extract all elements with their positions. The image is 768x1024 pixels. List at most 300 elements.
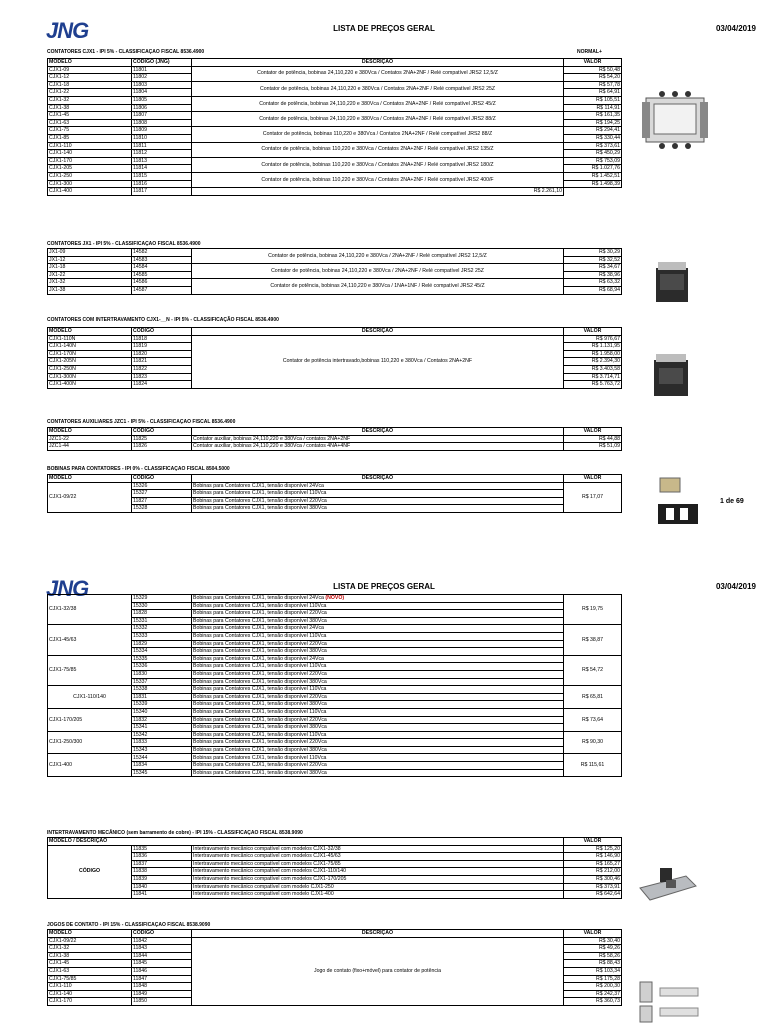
code-cell: 11844: [132, 952, 192, 960]
code-cell: 11850: [132, 998, 192, 1006]
section-title-jogos: JOGOS DE CONTATO - IPI 15% - CLASSIFICAÇAO FISCAL 8538.9090: [47, 922, 211, 928]
price-cell: R$ 300,46: [564, 875, 622, 883]
table-row: [48, 853, 622, 861]
table-row: [48, 127, 622, 135]
model-cell: CJX1-63: [48, 119, 132, 127]
code-cell: 15327: [132, 490, 192, 498]
description-cell: Jogo de contato (fixo+móvel) para contator de potência: [192, 937, 564, 1005]
model-cell: CJX1-140: [48, 990, 132, 998]
model-cell: JZC1-44: [48, 443, 132, 451]
code-cell: 14586: [132, 279, 192, 287]
col-header: DESCRIÇÃO: [192, 930, 564, 938]
model-cell: JX1-38: [48, 286, 132, 294]
model-cell: CJX1-09/22: [48, 482, 132, 512]
model-cell: JX1-18: [48, 264, 132, 272]
table-row: [48, 655, 622, 663]
price-cell: R$ 200,30: [564, 983, 622, 991]
model-cell: CJX1-400: [48, 188, 132, 196]
col-header: CÓDIGO: [132, 930, 192, 938]
description-cell: Bobinas para Contatores CJX1, tensão disponível 24Vca: [192, 482, 564, 490]
table-row: [48, 279, 622, 287]
col-header: MODELO: [48, 328, 132, 336]
table-row: [48, 891, 622, 899]
code-cell: 11820: [132, 350, 192, 358]
code-cell: 11830: [132, 670, 192, 678]
description-cell: [192, 663, 564, 671]
code-cell: 11848: [132, 983, 192, 991]
code-cell: 11822: [132, 365, 192, 373]
code-cell: 15328: [132, 505, 192, 513]
code-cell: 11849: [132, 990, 192, 998]
section-title-auxiliares: CONTATORES AUXILIARES JZC1 - IPI 5% - CLASSIFICAÇAO FISCAL 8536.4900: [47, 419, 236, 425]
description-cell: [192, 602, 564, 610]
contator-intertravado-image: [650, 352, 692, 398]
price-cell: R$ 65,81: [564, 686, 622, 709]
price-cell: R$ 5.763,72: [564, 381, 622, 389]
model-cell: CJX1-22: [48, 89, 132, 97]
price-cell: R$ 90,30: [564, 731, 622, 754]
code-cell: 11835: [132, 845, 192, 853]
code-cell: 15340: [132, 708, 192, 716]
model-cell: CJX1-300N: [48, 373, 132, 381]
description-text: Bobinas para Contatores CJX1, tensão disponível 220Vca: [193, 610, 327, 617]
model-cell: CJX1-45/63: [48, 625, 132, 655]
code-cell: 11812: [132, 150, 192, 158]
description-text: Bobinas para Contatores CJX1, tensão disponível 380Vca: [193, 746, 327, 753]
description-cell: Bobinas para Contatores CJX1, tensão disponível 380Vca: [192, 505, 564, 513]
description-cell: Intertravamento mecânico compatível com modelos CJX1-75/85: [192, 860, 564, 868]
description-cell: Contator de potência, bobinas 24,110,220 e 380Vca / Contatos 2NA+2NF / Relé compatível JRS2 88/Z: [192, 112, 564, 127]
code-cell: 11804: [132, 89, 192, 97]
price-cell: R$ 360,73: [564, 998, 622, 1006]
model-cell: CJX1-110N: [48, 335, 132, 343]
col-header: VALOR: [564, 838, 622, 846]
code-cell: 11829: [132, 640, 192, 648]
table-row: [48, 731, 622, 739]
code-cell: 11828: [132, 610, 192, 618]
section-title-intertravamento: CONTATORES COM INTERTRAVAMENTO CJX1-__N - IPI 5% - CLASSIFICAÇÃO FISCAL 8536.4900: [47, 317, 279, 323]
description-cell: [192, 595, 564, 603]
description-text: Bobinas para Contatores CJX1, tensão disponível 380Vca: [193, 648, 327, 655]
col-header: MODELO / DESCRIÇÃO: [48, 838, 564, 846]
code-cell: 11826: [132, 443, 192, 451]
model-cell: CJX1-170: [48, 998, 132, 1006]
description-text: Bobinas para Contatores CJX1, tensão disponível 24Vca: [193, 655, 324, 662]
intertravamento-mecanico-image: [636, 858, 698, 908]
description-text: Bobinas para Contatores CJX1, tensão disponível 380Vca: [193, 769, 327, 776]
table-row: [48, 482, 622, 490]
page-date: 03/04/2019: [715, 24, 756, 33]
code-cell: 11810: [132, 134, 192, 142]
model-cell: CJX1-32: [48, 945, 132, 953]
price-cell: R$ 54,20: [564, 74, 622, 82]
price-cell: R$ 373,91: [564, 883, 622, 891]
col-header: MODELO: [48, 475, 132, 483]
code-cell: 11819: [132, 343, 192, 351]
description-text: Bobinas para Contatores CJX1, tensão disponível 110Vca: [193, 633, 327, 640]
model-cell: CJX1-09: [48, 66, 132, 74]
price-cell: R$ 64,91: [564, 89, 622, 97]
description-cell: Contator de potência, bobinas 110,220 e 380Vca / Contatos 2NA+2NF / Relé compatível JRS2 135/Z: [192, 142, 564, 157]
model-cell: CJX1-250: [48, 172, 132, 180]
table-row: [48, 81, 622, 89]
price-cell: R$ 50,48: [564, 66, 622, 74]
code-cell: 14584: [132, 264, 192, 272]
price-cell: R$ 73,64: [564, 708, 622, 731]
table-row: [48, 157, 622, 165]
description-cell: Contator auxiliar, bobinas 24,110,220 e 380Vca / contatos 4NA+4NF: [192, 443, 564, 451]
table-row: [48, 860, 622, 868]
page-number: 1 de 69: [720, 498, 744, 505]
bobina-image: [652, 474, 702, 528]
col-header: DESCRIÇÃO: [192, 475, 564, 483]
description-cell: [192, 724, 564, 732]
page-title: LISTA DE PREÇOS GERAL: [333, 24, 435, 33]
table-row: [48, 678, 622, 686]
price-cell: R$ 19,75: [564, 595, 622, 625]
table-row: [48, 724, 622, 732]
model-cell: CJX1-140N: [48, 343, 132, 351]
description-cell: Intertravamento mecânico compatível com modelos CJX1-45/63: [192, 853, 564, 861]
description-text: Bobinas para Contatores CJX1, tensão disponível 380Vca: [193, 724, 327, 731]
description-cell: [192, 701, 564, 709]
price-cell: R$ 115,61: [564, 754, 622, 777]
description-cell: Contator de potência intertravado,bobinas 110,220 e 380Vca / Contatos 2NA+2NF: [192, 335, 564, 388]
description-cell: Intertravamento mecânico compatível com modelo CJX1-400: [192, 891, 564, 899]
code-cell: 11814: [132, 165, 192, 173]
description-text: Bobinas para Contatores CJX1, tensão disponível 110Vca: [193, 754, 327, 761]
table-row: [48, 172, 622, 180]
table-jogos: [47, 929, 622, 1006]
codigo-label: CÓDIGO: [48, 845, 132, 898]
section-title-intertravamento-mecanico: INTERTRAVAMENTO MECÂNICO (sem barramento de cobre) - IPI 15% - CLASSIFICAÇAO FISCAL 8538.9090: [47, 830, 303, 836]
model-cell: CJX1-205N: [48, 358, 132, 366]
page-2: [0, 558, 768, 1024]
col-header: MODELO: [48, 930, 132, 938]
table-row: [48, 497, 622, 505]
price-cell: R$ 194,25: [564, 119, 622, 127]
table-row: [48, 663, 622, 671]
description-cell: [192, 610, 564, 618]
code-cell: 14582: [132, 249, 192, 257]
col-header: MODELO: [48, 59, 132, 67]
code-cell: 11837: [132, 860, 192, 868]
code-cell: 11803: [132, 81, 192, 89]
code-cell: 15333: [132, 632, 192, 640]
description-cell: Contator de potência, bobinas 110,220 e 380Vca / Contatos 2NA+2NF / Relé compatível JRS2 180/Z: [192, 157, 564, 172]
price-cell: R$ 105,51: [564, 96, 622, 104]
col-header: MODELO: [48, 428, 132, 436]
code-cell: 11838: [132, 868, 192, 876]
code-cell: 11811: [132, 142, 192, 150]
page-header: [0, 0, 768, 43]
code-cell: 11821: [132, 358, 192, 366]
code-cell: 11841: [132, 891, 192, 899]
code-cell: 14585: [132, 271, 192, 279]
price-cell: R$ 1.027,76: [564, 165, 622, 173]
code-cell: 11845: [132, 960, 192, 968]
price-cell: R$ 642,64: [564, 891, 622, 899]
model-cell: CJX1-75/85: [48, 975, 132, 983]
table-jx1: [47, 248, 622, 295]
code-cell: 11836: [132, 853, 192, 861]
table-row: [48, 249, 622, 257]
logo: JNG: [46, 18, 89, 43]
description-text: Bobinas para Contatores CJX1, tensão disponível 24Vca: [193, 625, 324, 632]
table-row: [48, 142, 622, 150]
table-row: [48, 716, 622, 724]
col-header: VALOR: [564, 59, 622, 67]
code-cell: 11827: [132, 497, 192, 505]
col-header: VALOR: [564, 475, 622, 483]
price-cell: R$ 294,41: [564, 127, 622, 135]
price-cell: R$ 57,78: [564, 81, 622, 89]
code-cell: 15331: [132, 617, 192, 625]
table-row: [48, 264, 622, 272]
description-text: Bobinas para Contatores CJX1, tensão disponível 220Vca: [193, 762, 327, 769]
code-cell: 15342: [132, 731, 192, 739]
page-date: 03/04/2019: [715, 582, 756, 591]
model-cell: CJX1-18: [48, 81, 132, 89]
code-cell: 11825: [132, 435, 192, 443]
price-cell: R$ 17,07: [564, 482, 622, 512]
code-cell: 11840: [132, 883, 192, 891]
table-intertravamento-mecanico: [47, 837, 622, 899]
price-cell: R$ 34,67: [564, 264, 622, 272]
model-cell: JX1-12: [48, 256, 132, 264]
table-row: [48, 937, 622, 945]
description-cell: Contator de potência, bobinas 24,110,220 e 380Vca / 2NA+2NF / Relé compatível JRS2 12,5/Z: [192, 249, 564, 264]
table-row: [48, 640, 622, 648]
code-cell: 11833: [132, 739, 192, 747]
model-cell: JX1-32: [48, 279, 132, 287]
price-cell: R$ 242,37: [564, 990, 622, 998]
price-cell: R$ 30,29: [564, 249, 622, 257]
table-row: [48, 505, 622, 513]
description-cell: [192, 670, 564, 678]
code-cell: 11801: [132, 66, 192, 74]
description-cell: Intertravamento mecânico compatível com modelos CJX1-110/140: [192, 868, 564, 876]
code-cell: 11832: [132, 716, 192, 724]
price-cell: R$ 330,44: [564, 134, 622, 142]
table-row: [48, 746, 622, 754]
price-cell: R$ 146,90: [564, 853, 622, 861]
table-row: [48, 188, 622, 196]
description-cell: [192, 617, 564, 625]
table-row: [48, 490, 622, 498]
col-header: DESCRIÇÃO: [192, 328, 564, 336]
col-header: VALOR: [564, 428, 622, 436]
price-cell: R$ 38,96: [564, 271, 622, 279]
price-cell: R$ 30,40: [564, 937, 622, 945]
description-cell: Contator de potência, bobinas 110,220 e 380Vca / Contatos 2NA+2NF / Relé compatível JRS2 400/F: [192, 172, 564, 187]
model-cell: CJX1-32: [48, 96, 132, 104]
description-cell: [192, 678, 564, 686]
model-cell: JX1-22: [48, 271, 132, 279]
price-cell: R$ 54,72: [564, 655, 622, 685]
section-title-bobinas: BOBINAS PARA CONTATORES - IPI 0% - CLASSIFICAÇAO FISCAL 8504.5000: [47, 466, 230, 472]
price-cell: R$ 753,09: [564, 157, 622, 165]
table-row: [48, 610, 622, 618]
contator-jx1-image: [652, 260, 692, 304]
jogo-de-contato-image: [636, 978, 706, 1024]
price-cell: R$ 114,91: [564, 104, 622, 112]
model-cell: CJX1-63: [48, 967, 132, 975]
model-cell: CJX1-300: [48, 180, 132, 188]
description-cell: [192, 769, 564, 777]
description-text: Bobinas para Contatores CJX1, tensão disponível 380Vca: [193, 617, 327, 624]
code-cell: 15335: [132, 655, 192, 663]
code-cell: 11818: [132, 335, 192, 343]
description-cell: [192, 739, 564, 747]
price-cell: R$ 976,67: [564, 335, 622, 343]
code-cell: 15341: [132, 724, 192, 732]
description-cell: Contator de potência, bobinas 24,110,220 e 380Vca / Contatos 2NA+2NF / Relé compatível JRS2 25Z: [192, 81, 564, 96]
col-header: CODIGO (JNG): [132, 59, 192, 67]
code-cell: 11847: [132, 975, 192, 983]
code-cell: 11817: [132, 188, 192, 196]
model-cell: CJX1-400: [48, 754, 132, 777]
code-cell: 11839: [132, 875, 192, 883]
model-cell: CJX1-170/205: [48, 708, 132, 731]
price-cell: R$ 161,35: [564, 112, 622, 120]
description-cell: [192, 746, 564, 754]
price-cell: R$ 58,26: [564, 952, 622, 960]
price-cell: R$ 165,27: [564, 860, 622, 868]
code-cell: 11802: [132, 74, 192, 82]
description-cell: [192, 632, 564, 640]
code-cell: 11823: [132, 373, 192, 381]
price-cell: R$ 68,94: [564, 286, 622, 294]
price-cell: R$ 2.261,10: [192, 188, 564, 196]
model-cell: CJX1-12: [48, 74, 132, 82]
price-cell: R$ 38,87: [564, 625, 622, 655]
price-cell: R$ 1.452,51: [564, 172, 622, 180]
section-tag: NORMAL+: [577, 49, 602, 55]
table-row: [48, 739, 622, 747]
price-cell: R$ 32,52: [564, 256, 622, 264]
code-cell: 15334: [132, 648, 192, 656]
description-cell: [192, 731, 564, 739]
code-cell: 11842: [132, 937, 192, 945]
price-cell: R$ 1.498,39: [564, 180, 622, 188]
table-row: [48, 686, 622, 694]
price-cell: R$ 3.403,58: [564, 365, 622, 373]
model-cell: CJX1-38: [48, 952, 132, 960]
table-row: [48, 670, 622, 678]
col-header: DESCRIÇÃO: [192, 428, 564, 436]
col-header: CÓDIGO: [132, 428, 192, 436]
price-cell: R$ 125,20: [564, 845, 622, 853]
code-cell: 15332: [132, 625, 192, 633]
model-cell: CJX1-45: [48, 112, 132, 120]
code-cell: 11816: [132, 180, 192, 188]
model-cell: CJX1-110: [48, 142, 132, 150]
model-cell: JX1-09: [48, 249, 132, 257]
model-cell: CJX1-140: [48, 150, 132, 158]
code-cell: 15344: [132, 754, 192, 762]
model-cell: JZC1-22: [48, 435, 132, 443]
table-auxiliares: [47, 427, 622, 451]
description-cell: Bobinas para Contatores CJX1, tensão disponível 220Vca: [192, 497, 564, 505]
description-cell: Contator de potência, bobinas 24,110,220 e 380Vca / Contatos 2NA+2NF / Relé compatível JRS2 45/Z: [192, 96, 564, 111]
code-cell: 14583: [132, 256, 192, 264]
col-header: CÓDIGO: [132, 328, 192, 336]
model-cell: CJX1-400N: [48, 381, 132, 389]
logo: JNG: [46, 576, 89, 601]
table-row: [48, 335, 622, 343]
description-cell: Intertravamento mecânico compatível com modelo CJX1-250: [192, 883, 564, 891]
col-header: VALOR: [564, 930, 622, 938]
table-row: [48, 632, 622, 640]
code-cell: 15338: [132, 686, 192, 694]
code-cell: 11834: [132, 762, 192, 770]
col-header: VALOR: [564, 328, 622, 336]
price-cell: R$ 450,29: [564, 150, 622, 158]
code-cell: 15337: [132, 678, 192, 686]
price-cell: R$ 103,34: [564, 967, 622, 975]
contator-cjx1-image: [640, 88, 710, 152]
description-cell: Contator de potência, bobinas 110,220 e 380Vca / Contatos 2NA+2NF / Relé compatível JRS2 88/Z: [192, 127, 564, 142]
code-cell: 11824: [132, 381, 192, 389]
model-cell: CJX1-110/140: [48, 686, 132, 709]
description-text: Bobinas para Contatores CJX1, tensão disponível 380Vca: [193, 678, 327, 685]
model-cell: CJX1-45: [48, 960, 132, 968]
model-cell: CJX1-170: [48, 157, 132, 165]
description-cell: [192, 655, 564, 663]
table-row: [48, 868, 622, 876]
description-text: Bobinas para Contatores CJX1, tensão disponível 220Vca: [193, 640, 327, 647]
description-cell: Intertravamento mecânico compatível com modelos CJX1-170/205: [192, 875, 564, 883]
table-row: [48, 769, 622, 777]
description-text: Bobinas para Contatores CJX1, tensão disponível 380Vca: [193, 701, 327, 708]
table-row: [48, 708, 622, 716]
code-cell: 11806: [132, 104, 192, 112]
code-cell: 11815: [132, 172, 192, 180]
description-cell: Contator de potência, bobinas 24,110,220 e 380Vca / Contatos 2NA+2NF / Relé compatível JRS2 12,5/Z: [192, 66, 564, 81]
description-cell: [192, 693, 564, 701]
col-header: DESCRIÇÃO: [192, 59, 564, 67]
description-text: Bobinas para Contatores CJX1, tensão disponível 24Vca: [193, 595, 326, 602]
model-cell: CJX1-85: [48, 134, 132, 142]
description-text: Bobinas para Contatores CJX1, tensão disponível 110Vca: [193, 663, 327, 670]
table-row: [48, 435, 622, 443]
model-cell: CJX1-110: [48, 983, 132, 991]
table-bobinas-cont: [47, 594, 622, 777]
description-text: Bobinas para Contatores CJX1, tensão disponível 220Vca: [193, 716, 327, 723]
price-cell: R$ 88,43: [564, 960, 622, 968]
table-row: [48, 845, 622, 853]
price-cell: R$ 44,88: [564, 435, 622, 443]
table-bobinas: [47, 474, 622, 513]
description-cell: Contator de potência, bobinas 24,110,220 e 380Vca / 2NA+2NF / Relé compatível JRS2 25Z: [192, 264, 564, 279]
price-cell: R$ 63,32: [564, 279, 622, 287]
description-cell: Bobinas para Contatores CJX1, tensão disponível 110Vca: [192, 490, 564, 498]
code-cell: 15329: [132, 595, 192, 603]
description-cell: [192, 648, 564, 656]
description-text: Bobinas para Contatores CJX1, tensão disponível 220Vca: [193, 693, 327, 700]
model-cell: CJX1-38: [48, 104, 132, 112]
price-cell: R$ 1.958,00: [564, 350, 622, 358]
model-cell: CJX1-170N: [48, 350, 132, 358]
table-row: [48, 617, 622, 625]
table-row: [48, 701, 622, 709]
table-row: [48, 648, 622, 656]
description-text: Bobinas para Contatores CJX1, tensão disponível 110Vca: [193, 709, 327, 715]
table-row: [48, 595, 622, 603]
description-cell: [192, 754, 564, 762]
code-cell: 11813: [132, 157, 192, 165]
